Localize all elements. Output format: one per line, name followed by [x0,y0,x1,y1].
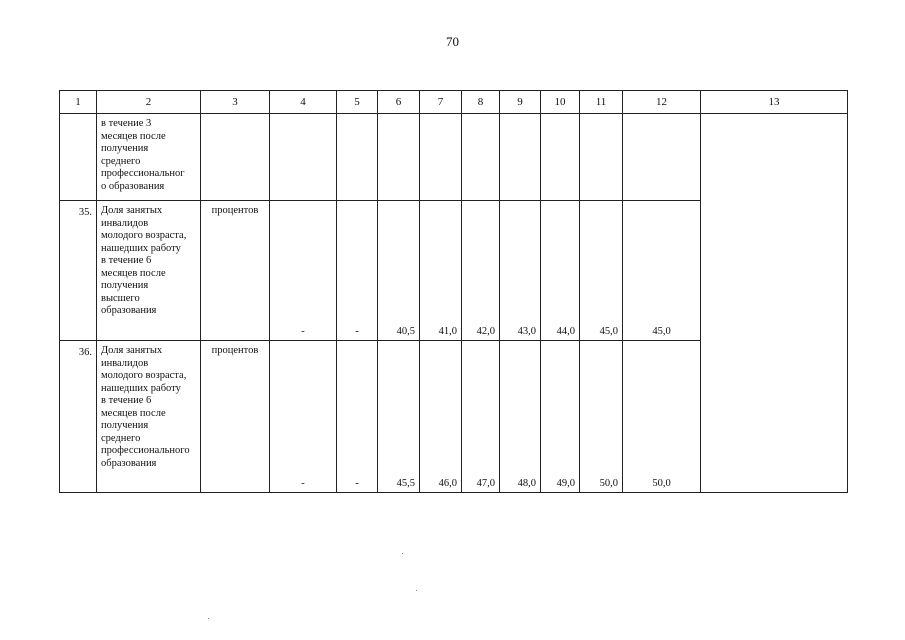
description-line: инвалидов [101,217,149,229]
column-header: 9 [500,91,541,114]
value-cell [337,114,378,201]
description-line: месяцев после [101,407,166,419]
description-line: среднего [101,432,141,444]
value-cell: 45,5 [378,341,420,493]
description-line: образования [101,305,157,316]
column-header: 11 [580,91,623,114]
value-cell [500,114,541,201]
row-description [97,201,201,341]
scan-speck [416,590,417,591]
description-line: в течение 3 [101,118,152,129]
row-number: 36. [60,341,97,493]
value-cell [623,114,701,201]
description-line: Доля занятых [101,345,163,356]
column-header: 7 [420,91,462,114]
value-cell: 50,0 [623,341,701,493]
description-line: нашедших работу [101,242,181,254]
value-cell: 40,5 [378,201,420,341]
description-line: в течение 6 [101,395,152,406]
value-cell [541,114,580,201]
page-number: 70 [446,34,459,49]
description-line: инвалидов [101,357,149,369]
value-cell [378,114,420,201]
header-row [60,91,848,114]
description-line: о образования [101,180,165,192]
value-cell: 41,0 [420,201,462,341]
column-header: 3 [201,91,270,114]
description-line: профессиональног [101,168,185,179]
value-cell [420,114,462,201]
value-cell: 48,0 [500,341,541,493]
column-header: 13 [701,91,848,114]
unit-cell: процентов [201,341,270,493]
description-line: профессионального [101,445,190,456]
value-cell: - [337,341,378,493]
description-line: месяцев после [101,267,166,279]
description-line: среднего [101,155,141,167]
unit-cell [201,114,270,201]
scan-speck [208,618,209,619]
description-line: Доля занятых [101,205,163,216]
description-line: в течение 6 [101,255,152,266]
value-cell: 46,0 [420,341,462,493]
description-line: получения [101,280,149,291]
value-cell: - [337,201,378,341]
description-line: молодого возраста, [101,370,187,381]
column-header: 8 [462,91,500,114]
value-cell [580,114,623,201]
column-header: 5 [337,91,378,114]
value-cell: 47,0 [462,341,500,493]
value-cell: - [270,201,337,341]
value-cell: 43,0 [500,201,541,341]
description-line: молодого возраста, [101,230,187,241]
value-cell [270,114,337,201]
description-line: высшего [101,292,140,304]
indicator-table [59,90,848,493]
value-cell: 49,0 [541,341,580,493]
value-cell: - [270,341,337,493]
column-header: 2 [97,91,201,114]
column-header: 6 [378,91,420,114]
description-line: получения [101,420,149,431]
row-number: 35. [60,201,97,341]
description-line: образования [101,457,157,469]
description-line: нашедших работу [101,382,181,394]
table-row [60,114,848,201]
value-cell [462,114,500,201]
column-header: 4 [270,91,337,114]
column-header: 12 [623,91,701,114]
row-description [97,341,201,493]
value-cell: 45,0 [580,201,623,341]
description-line: месяцев после [101,130,166,142]
value-cell: 42,0 [462,201,500,341]
column-header: 1 [60,91,97,114]
row-number [60,114,97,201]
description-line: получения [101,143,149,154]
notes-cell [701,114,848,493]
row-description [97,114,201,201]
value-cell: 50,0 [580,341,623,493]
value-cell: 44,0 [541,201,580,341]
unit-cell: процентов [201,201,270,341]
column-header: 10 [541,91,580,114]
value-cell: 45,0 [623,201,701,341]
scan-speck [402,553,403,554]
